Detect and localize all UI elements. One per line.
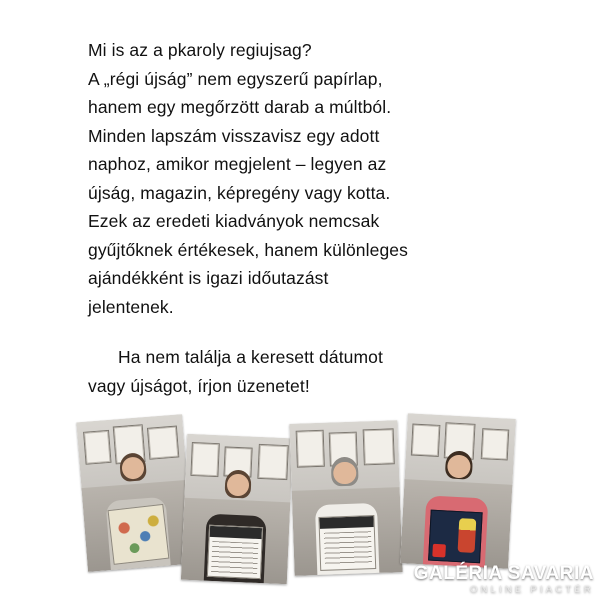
person-head: [333, 461, 357, 485]
paragraph-line: Ha nem találja a keresett dátumot: [118, 347, 383, 367]
paragraph-line: ajándékként is igazi időutazást: [88, 268, 329, 288]
paragraph-line: Mi is az a pkaroly regiujsag?: [88, 40, 312, 60]
held-comic-page: [107, 504, 169, 565]
wall-frame: [411, 423, 441, 457]
paragraph-line: újság, magazin, képregény vagy kotta.: [88, 182, 391, 203]
photo-strip: [74, 408, 526, 588]
newspaper-text-lines: [324, 531, 372, 566]
lego-logo: [433, 544, 447, 557]
photo-girl-with-comic: [76, 414, 193, 572]
photo-woman-with-magazine: [181, 434, 293, 584]
person-figure: [99, 455, 173, 571]
magazine-text-lines: [211, 541, 259, 575]
watermark: [414, 564, 594, 595]
paragraph-line: jelentenek.: [88, 296, 174, 317]
person-figure: [201, 473, 271, 584]
paragraph-line: A „régi újság” nem egyszerű papírlap,: [88, 68, 383, 89]
held-newspaper: [319, 515, 376, 571]
article-text: [88, 36, 528, 400]
paragraph-line: hanem egy megőrzött darab a múltból.: [88, 97, 392, 117]
paragraph-intro: [88, 36, 528, 321]
magazine-masthead: [209, 526, 262, 539]
paragraph-line: naphoz, amikor megjelent – legyen az: [88, 154, 387, 174]
paragraph-line: Minden lapszám visszavisz egy adott: [88, 125, 380, 146]
person-figure: [311, 460, 382, 575]
photo-boy-with-lego-box: [400, 413, 516, 568]
held-lego-box: [429, 509, 483, 562]
watermark-subtitle: ONLINE PIACTÉR: [470, 583, 594, 595]
person-figure: [421, 453, 494, 567]
lego-figure-art: [458, 518, 477, 553]
photo-man-with-newspaper: [289, 420, 402, 576]
held-magazine: [207, 525, 264, 579]
paragraph-contact: [88, 343, 528, 400]
paragraph-line: Ezek az eredeti kiadványok nemcsak: [88, 211, 380, 231]
watermark-title: GALÉRIA SAVARIA: [413, 562, 594, 584]
paragraph-line: vagy újságot, írjon üzenetet!: [88, 375, 310, 396]
paragraph-line: gyűjtőknek értékesek, hanem különleges: [88, 239, 408, 260]
newspaper-masthead: [320, 516, 374, 529]
